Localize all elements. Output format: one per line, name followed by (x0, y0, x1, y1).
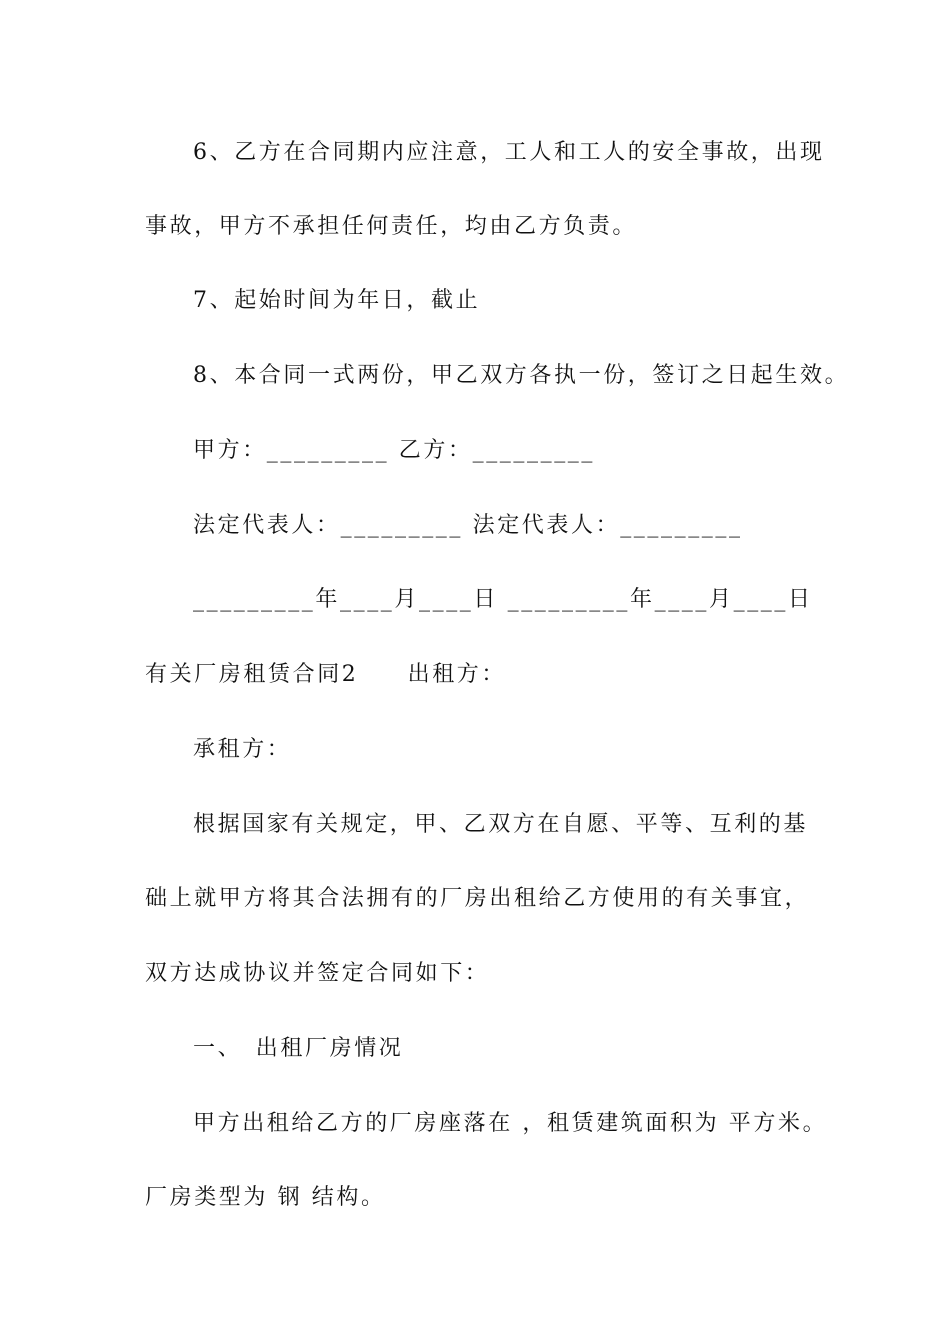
preamble-line-1: 根据国家有关规定，甲、乙双方在自愿、平等、互利的基 (193, 812, 809, 837)
clause-6-line-2: 事故，甲方不承担任何责任，均由乙方负责。 (145, 214, 638, 239)
section-1-heading: 一、 出租厂房情况 (193, 1036, 404, 1061)
clause-6-line-1: 6、乙方在合同期内应注意，工人和工人的安全事故，出现 (193, 140, 825, 165)
preamble-line-2: 础上就甲方将其合法拥有的厂房出租给乙方使用的有关事宜， (145, 886, 810, 911)
signature-dates: _________年____月____日 _________年____月____日 (193, 587, 813, 612)
clause-8: 8、本合同一式两份，甲乙双方各执一份，签订之日起生效。 (193, 363, 850, 388)
signature-parties: 甲方：_________ 乙方：_________ (193, 438, 595, 463)
signature-representatives: 法定代表人：_________ 法定代表人：_________ (193, 513, 743, 538)
clause-7: 7、起始时间为年日，截止 (193, 288, 481, 313)
section-1-line-2: 厂房类型为 钢 结构。 (145, 1185, 386, 1210)
section-1-line-1: 甲方出租给乙方的厂房座落在 ，租赁建筑面积为 平方米。 (193, 1111, 828, 1136)
lessee-label: 承租方： (193, 737, 292, 762)
contract-2-heading: 有关厂房租赁合同2 出租方： (145, 662, 506, 687)
preamble-line-3: 双方达成协议并签定合同如下： (145, 961, 490, 986)
